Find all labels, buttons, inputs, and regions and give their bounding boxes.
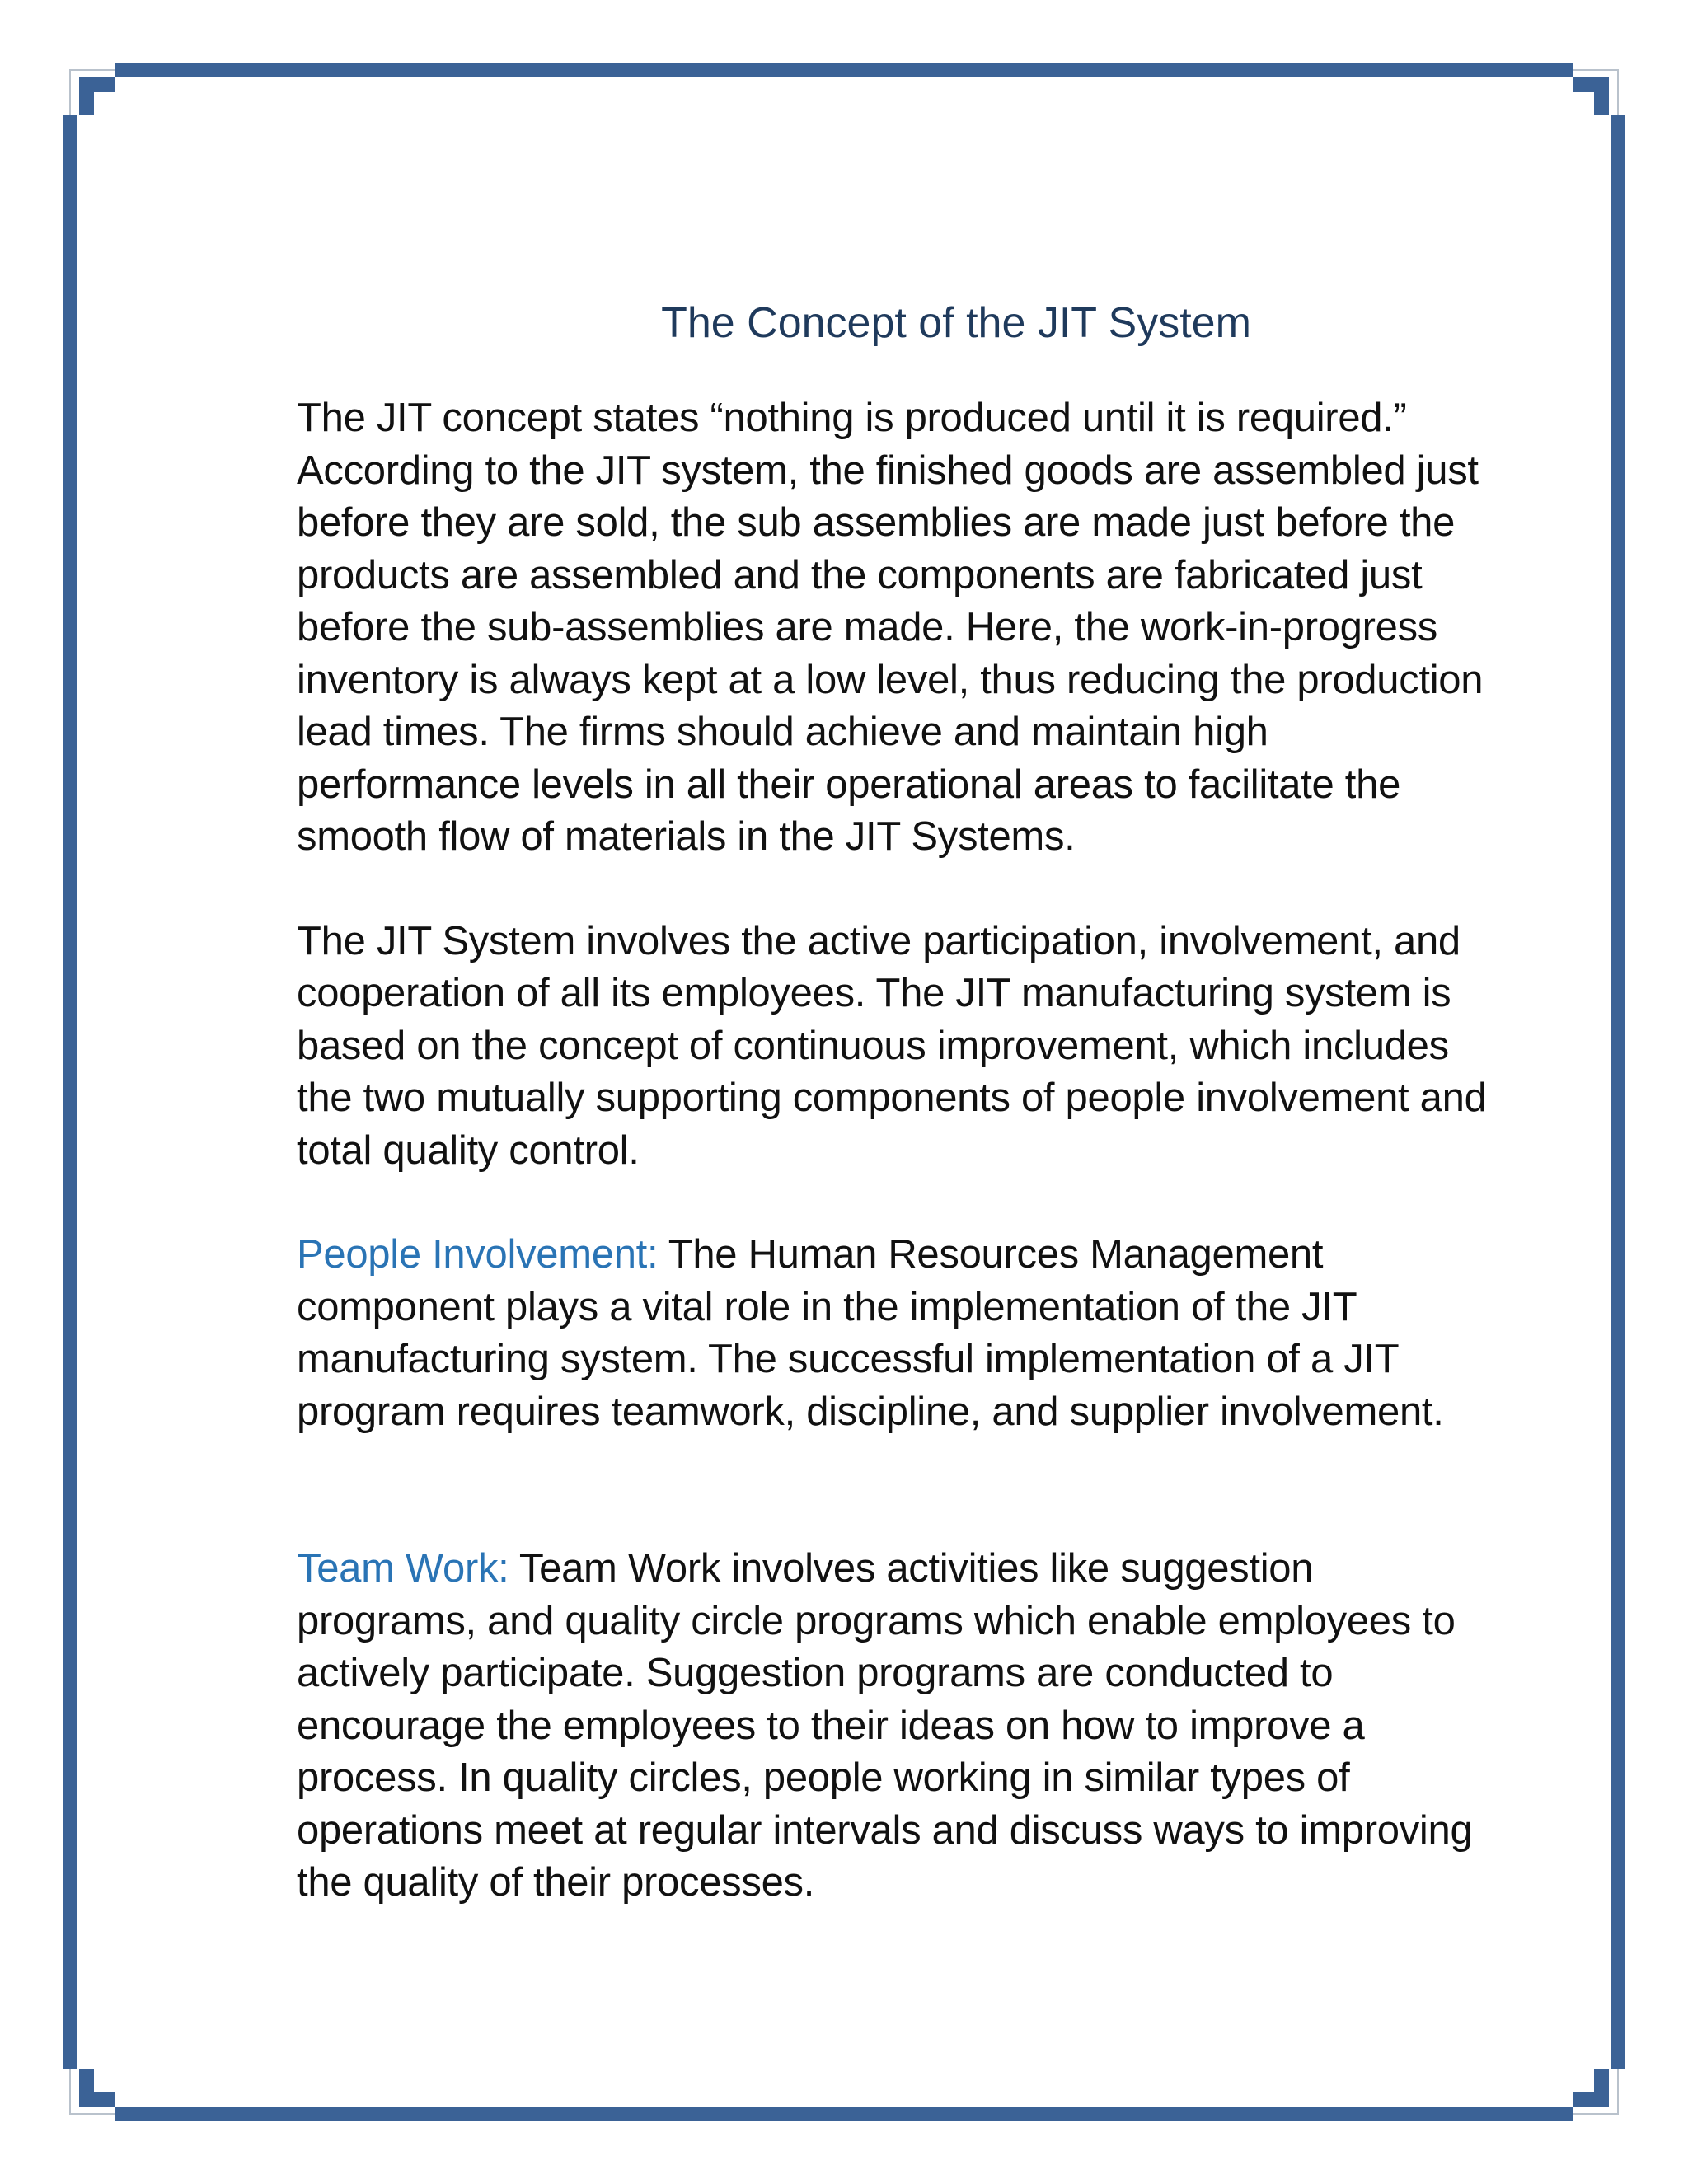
paragraph-text: The Human Resources Management component plays a vital role in the implementation of the JIT manufacturing system. The successful implementation of a JIT program requires teamwork, discipline, and supplier involvement. [297, 1232, 1444, 1434]
paragraph-text: The JIT System involves the active participation, involvement, and cooperation of all its employees. The JIT manufacturing system is based on the concept of continuous improvement, which includes the two mutually supporting components of people involvement and total quality control. [297, 918, 1487, 1173]
paragraph-lead: Team Work: [297, 1546, 509, 1591]
paragraph-text: The JIT concept states “nothing is produced until it is required.” According to the JIT system, the finished goods are assembled just before they are sold, the sub assemblies are made just before the products are assembled and the components are fabricated just before the sub-assemblies are made. Here, the work-in-progress inventory is always kept at a low level, thus reducing the production lead times. The firms should achieve and maintain high performance levels in all their operational areas to facilitate the smooth flow of materials in the JIT Systems. [297, 396, 1484, 859]
paragraph-jit-system [297, 916, 1500, 1178]
border-corner-tl-v [79, 77, 94, 115]
border-corner-br-v [1594, 2069, 1609, 2107]
paragraph-jit-concept [297, 392, 1500, 864]
document-title: The Concept of the JIT System [661, 299, 1251, 347]
border-top-bar [115, 63, 1573, 77]
paragraph-team-work [297, 1543, 1500, 1910]
paragraph-lead: People Involvement: [297, 1232, 659, 1277]
paragraph-text: Team Work involves activities like suggestion programs, and quality circle programs which enable employees to actively participate. Suggestion programs are conducted to encourage the employees to their ideas on how to improve a process. In quality circles, people working in similar types of operations meet at regular intervals and discuss ways to improving the quality of their processes. [297, 1546, 1473, 1905]
border-right-bar [1611, 115, 1625, 2069]
border-left-bar [63, 115, 77, 2069]
border-bottom-bar [115, 2107, 1573, 2121]
paragraph-people-involvement [297, 1229, 1500, 1438]
border-corner-tr-v [1594, 77, 1609, 115]
border-corner-bl-v [79, 2069, 94, 2107]
document-body [297, 297, 1500, 1961]
